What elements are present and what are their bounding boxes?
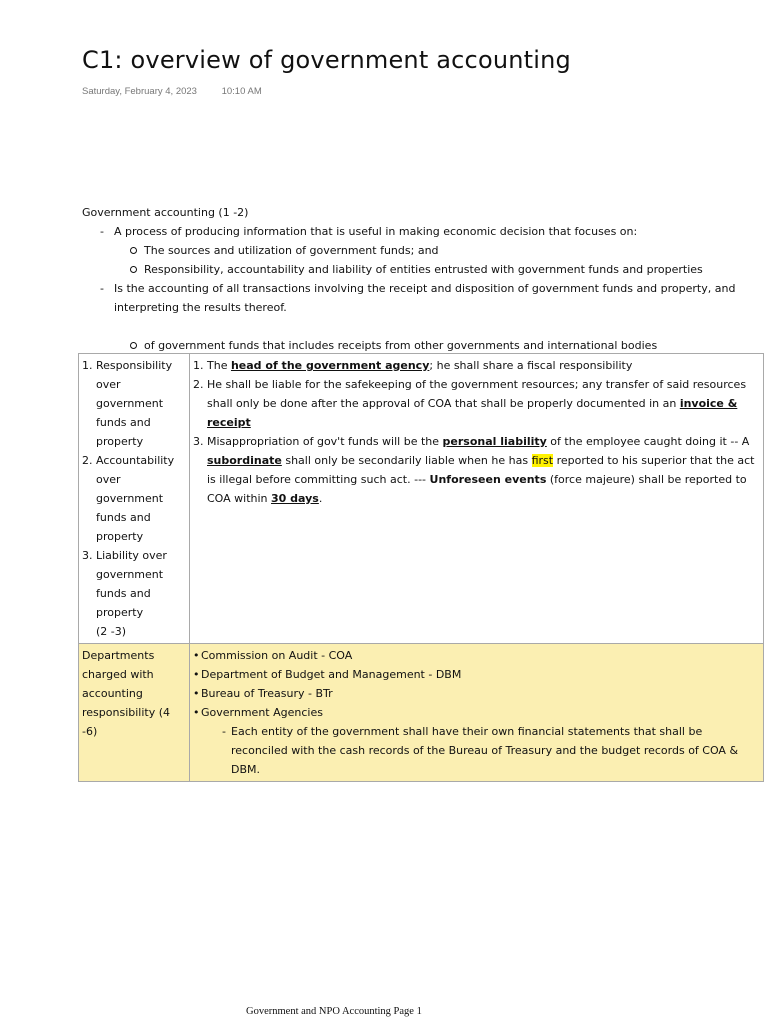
list-item: • Commission on Audit - COA — [193, 646, 760, 665]
outline-sub-item: The sources and utilization of government funds; and — [82, 241, 762, 260]
table-cell-topics: Departments charged with accounting responsibility (4 -6) — [79, 644, 190, 782]
page-time: 10:10 AM — [221, 86, 262, 97]
outline-dash-item: - Is the accounting of all transactions involving the receipt and disposition of government funds and property, and interpreting the results thereof. — [82, 279, 762, 317]
list-item: 2. Accountability over government funds and property — [82, 454, 175, 543]
table-row — [79, 644, 764, 782]
emphasis-text: Unforeseen events — [429, 473, 547, 486]
page-footer: Government and NPO Accounting Page 1 — [246, 1006, 422, 1017]
list-item: • Government Agencies — [193, 703, 760, 722]
list-item: • Bureau of Treasury - BTr — [193, 684, 760, 703]
emphasis-text: head of the government agency — [230, 359, 430, 372]
topic-ref: (2 -3) — [96, 625, 127, 638]
highlight-text: first — [531, 454, 554, 467]
outline-spacer — [82, 317, 762, 336]
outline-sub-item: of government funds that includes receipts from other governments and international bodies — [82, 336, 762, 355]
outline-sub-item: Responsibility, accountability and liability of entities entrusted with government funds and properties — [82, 260, 762, 279]
page-timestamp — [82, 86, 262, 97]
page-date: Saturday, February 4, 2023 — [82, 86, 197, 97]
list-item: 3. Misappropriation of gov't funds will be the personal liability of the employee caught doing it -- A subordinate shall only be secondarily liable when he has first reported to his superior that the act is illegal before committing such act. --- Unforeseen events (force majeure) shall be reported to COA within 30 days. — [193, 435, 755, 505]
list-item: 1. The head of the government agency; he shall share a fiscal responsibility — [193, 359, 633, 372]
outline-list — [82, 222, 762, 355]
table-cell-details — [190, 644, 764, 782]
emphasis-text: subordinate — [207, 454, 282, 467]
table-cell-topics — [79, 354, 190, 644]
emphasis-text: personal liability — [442, 435, 547, 448]
table-cell-details — [190, 354, 764, 644]
list-item: 3. Liability over government funds and property (2 -3) — [82, 549, 167, 638]
topic-list — [82, 356, 186, 641]
department-list — [193, 646, 760, 722]
department-subnote: - Each entity of the government shall have their own financial statements that shall be reconciled with the cash records of the Bureau of Treasury and the budget records of COA & DBM. — [193, 722, 760, 779]
page-title: C1: overview of government accounting — [82, 46, 571, 74]
notes-table — [78, 353, 764, 782]
emphasis-text: invoice & receipt — [207, 397, 738, 429]
table-row — [79, 354, 764, 644]
detail-list — [193, 356, 760, 508]
outline-dash-item: - A process of producing information that is useful in making economic decision that focuses on: — [82, 222, 762, 241]
list-item: 1. Responsibility over government funds and property — [82, 359, 173, 448]
notes-outline — [82, 203, 762, 355]
list-item: 2. He shall be liable for the safekeeping of the government resources; any transfer of said resources shall only be done after the approval of COA that shall be properly documented in an invoice & receipt — [193, 378, 747, 429]
section-heading: Government accounting (1 -2) — [82, 206, 249, 219]
list-item: • Department of Budget and Management - DBM — [193, 665, 760, 684]
emphasis-text: 30 days — [271, 492, 319, 505]
